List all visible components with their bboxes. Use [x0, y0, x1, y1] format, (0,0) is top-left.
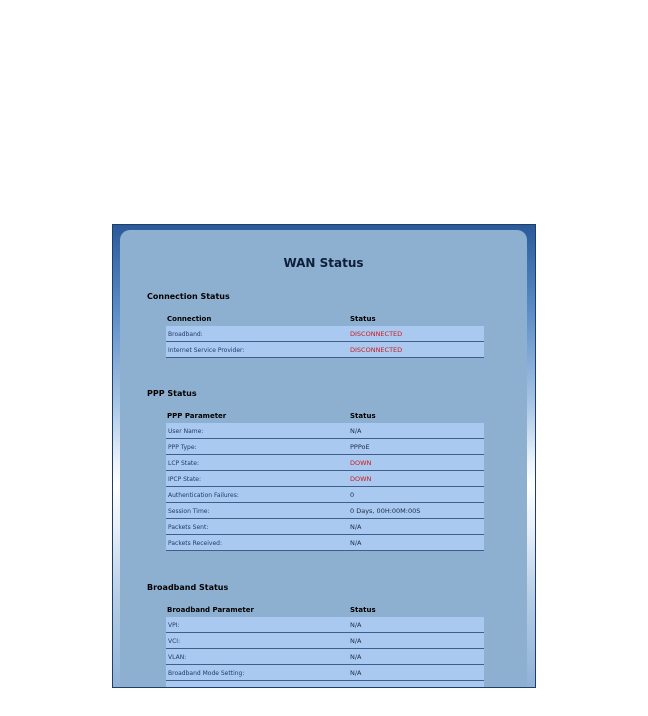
table-row — [166, 439, 484, 455]
ppp-status-heading: PPP Status — [147, 389, 197, 398]
broadband-status-heading: Broadband Status — [147, 583, 229, 592]
column-header-status: Status — [350, 315, 376, 323]
wan-status-panel — [120, 230, 527, 688]
row-label: User Name: — [168, 428, 204, 435]
table-row — [166, 665, 484, 681]
table-row — [166, 342, 484, 358]
row-value: DOWN — [350, 475, 372, 483]
row-value: 0 — [350, 491, 355, 499]
row-label: IPCP State: — [168, 476, 202, 483]
row-label: VLAN: — [168, 654, 187, 661]
row-value: DISCONNECTED — [350, 346, 403, 354]
ppp-status-table — [166, 409, 484, 551]
row-label: VCI: — [168, 638, 181, 645]
row-label: Packets Sent: — [168, 524, 209, 531]
row-value: N/A — [350, 523, 362, 531]
table-row — [166, 471, 484, 487]
connection-status-table — [166, 312, 484, 358]
row-value: 0 Days, 00H:00M:00S — [350, 507, 421, 515]
table-header — [166, 409, 484, 423]
column-header-ppp-parameter: PPP Parameter — [167, 412, 227, 420]
column-header-broadband-parameter: Broadband Parameter — [167, 606, 254, 614]
table-row — [166, 487, 484, 503]
browser-content-frame — [112, 224, 536, 688]
table-row — [166, 681, 484, 688]
table-header — [166, 312, 484, 326]
column-header-status: Status — [350, 412, 376, 420]
table-row — [166, 617, 484, 633]
row-value: N/A — [350, 427, 362, 435]
table-row — [166, 649, 484, 665]
column-header-connection: Connection — [167, 315, 212, 323]
page-title: WAN Status — [283, 256, 364, 270]
table-row — [166, 503, 484, 519]
table-header — [166, 603, 484, 617]
row-value: N/A — [350, 621, 362, 629]
row-label: Broadband: — [168, 331, 203, 338]
row-label: Session Time: — [168, 508, 210, 515]
table-row — [166, 423, 484, 439]
table-row — [166, 455, 484, 471]
row-value: N/A — [350, 539, 362, 547]
row-label: PPP Type: — [168, 444, 197, 451]
row-label: Broadband Mode Setting: — [168, 670, 245, 677]
row-value: PPPoE — [350, 443, 370, 451]
column-header-status: Status — [350, 606, 376, 614]
row-label: Packets Received: — [168, 540, 222, 547]
broadband-status-table — [166, 603, 484, 688]
row-value: N/A — [350, 669, 362, 677]
table-row — [166, 326, 484, 342]
table-row — [166, 519, 484, 535]
row-value: DOWN — [350, 459, 372, 467]
table-row — [166, 535, 484, 551]
row-label: Internet Service Provider: — [168, 347, 245, 354]
row-value: N/A — [350, 637, 362, 645]
row-label: LCP State: — [168, 460, 199, 467]
row-label: VPI: — [168, 622, 180, 629]
connection-status-heading: Connection Status — [147, 292, 230, 301]
table-row — [166, 633, 484, 649]
row-value: N/A — [350, 653, 362, 661]
row-label: Authentication Failures: — [168, 492, 239, 499]
row-value: DISCONNECTED — [350, 330, 403, 338]
